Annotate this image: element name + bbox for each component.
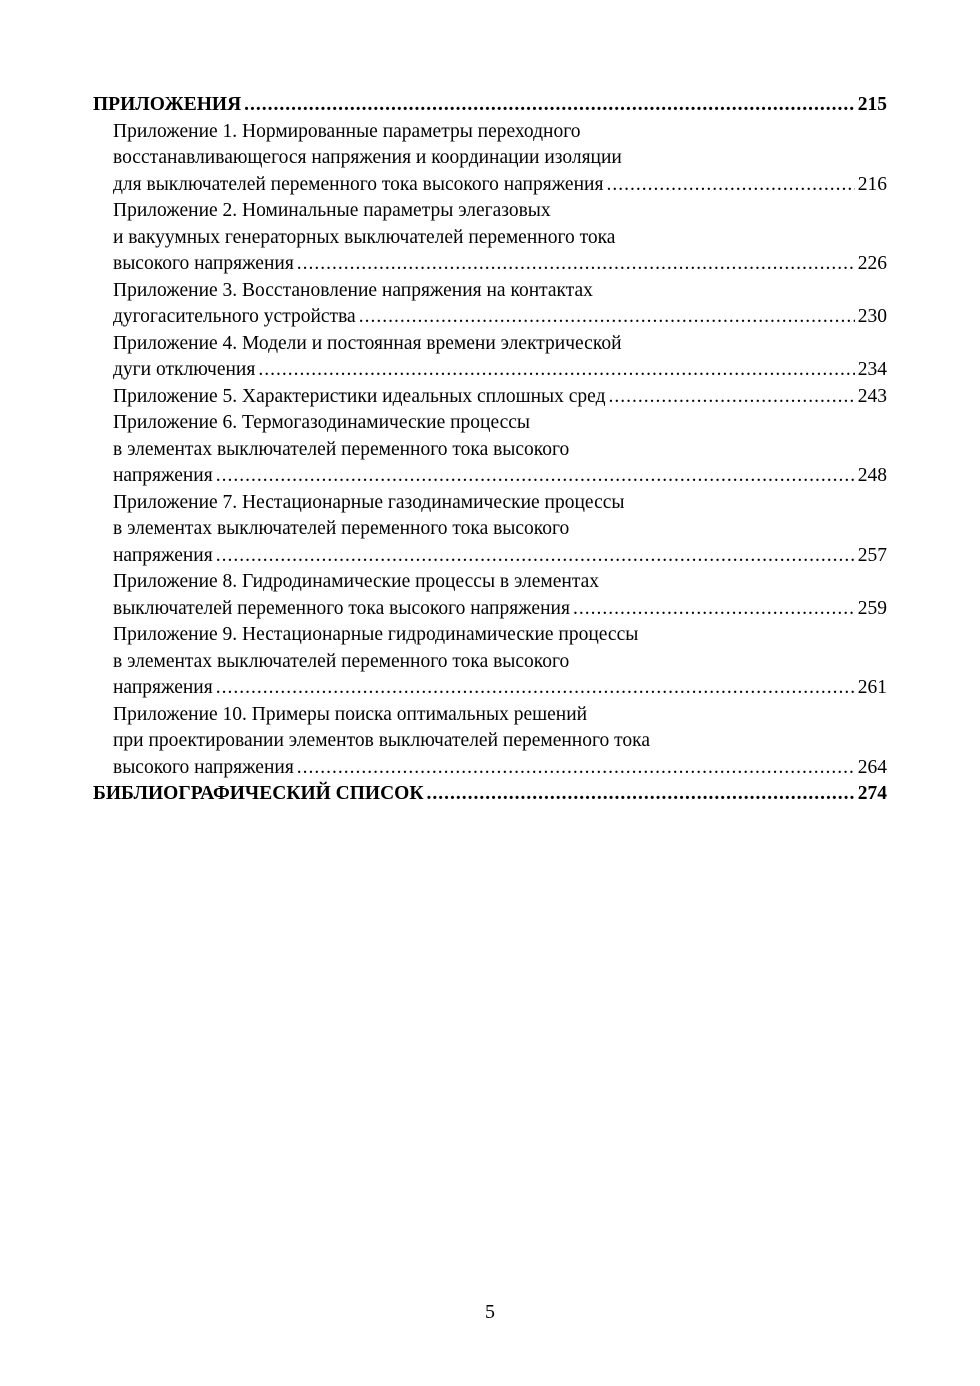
toc-entry-last-line: [113, 251, 887, 278]
toc-entry-line: и вакуумных генераторных выключателей переменного тока: [113, 226, 616, 248]
section-title: БИБЛИОГРАФИЧЕСКИЙ СПИСОК: [93, 783, 424, 804]
page-number: 5: [485, 1301, 495, 1323]
toc-entry-text: высокого напряжения: [113, 756, 294, 778]
dot-leader: [606, 172, 854, 199]
toc-entry-last-line: [113, 172, 887, 199]
dot-leader: [297, 251, 855, 278]
toc-entry-line: Приложение 2. Номинальные параметры элегазовых: [113, 200, 551, 221]
toc-entries: [93, 119, 887, 782]
toc-entry-line: в элементах выключателей переменного тока высокого: [113, 438, 570, 460]
toc-entry-text: дугогасительного устройства: [113, 306, 356, 327]
toc-entry-text: для выключателей переменного тока высокого напряжения: [113, 173, 604, 195]
toc-entry: [93, 410, 887, 490]
toc-entry-line: Приложение 10. Примеры поиска оптимальных решений: [113, 703, 588, 725]
toc-entry-page-number: 264: [857, 756, 887, 778]
toc-entry-last-line: [113, 543, 887, 570]
dot-leader: [258, 357, 854, 384]
toc-entry-last-line: [113, 463, 887, 490]
section-page-number: 274: [857, 783, 887, 804]
toc-entry-text: напряжения: [113, 465, 213, 486]
toc-entry-line: в элементах выключателей переменного тока высокого: [113, 650, 570, 672]
toc-entry-last-line: [113, 596, 887, 623]
toc-entry: [93, 384, 887, 411]
toc-entry-last-line: [113, 384, 887, 411]
dot-leader: [216, 463, 855, 490]
toc-entry: [93, 569, 887, 622]
toc-entry: [93, 119, 887, 199]
toc-entry-line: Приложение 1. Нормированные параметры переходного: [113, 120, 581, 142]
toc-entry: [93, 198, 887, 278]
toc-entry-line: Приложение 9. Нестационарные гидродинамические процессы: [113, 624, 639, 645]
dot-leader: [244, 92, 855, 119]
toc-entry-text: выключателей переменного тока высокого напряжения: [113, 597, 570, 619]
toc-entry-line: в элементах выключателей переменного тока высокого: [113, 518, 570, 539]
dot-leader: [609, 384, 855, 411]
toc-section-appendices: [93, 92, 887, 119]
toc-entry: [93, 702, 887, 782]
toc-entry: [93, 490, 887, 570]
toc-entry-last-line: [113, 675, 887, 702]
toc-entry-page-number: 230: [857, 306, 887, 327]
section-page-number: 215: [857, 94, 887, 115]
dot-leader: [216, 543, 855, 570]
toc-entry-line: Приложение 7. Нестационарные газодинамические процессы: [113, 491, 625, 513]
toc-entry-page-number: 243: [857, 385, 887, 407]
toc-entry: [93, 331, 887, 384]
toc-entry-text: Приложение 5. Характеристики идеальных сплошных сред: [113, 385, 606, 407]
toc-entry-text: напряжения: [113, 544, 213, 566]
toc-entry-page-number: 257: [857, 544, 887, 566]
toc-entry: [93, 278, 887, 331]
toc-entry-page-number: 216: [857, 173, 887, 195]
toc-entry-text: напряжения: [113, 677, 213, 698]
toc-entry-page-number: 234: [857, 359, 887, 380]
toc-entry-page-number: 248: [857, 465, 887, 486]
toc-entry-line: Приложение 6. Термогазодинамические процессы: [113, 412, 531, 433]
toc-entry-page-number: 259: [857, 597, 887, 619]
dot-leader: [359, 304, 855, 331]
dot-leader: [297, 755, 855, 782]
section-title: ПРИЛОЖЕНИЯ: [93, 94, 242, 115]
toc-entry-line: Приложение 3. Восстановление напряжения на контактах: [113, 279, 593, 301]
table-of-contents: [93, 92, 887, 808]
toc-entry-page-number: 226: [857, 253, 887, 274]
toc-entry-line: Приложение 8. Гидродинамические процессы в элементах: [113, 571, 600, 592]
toc-entry-last-line: [113, 755, 887, 782]
toc-entry-text: высокого напряжения: [113, 253, 294, 274]
toc-entry-line: восстанавливающегося напряжения и координации изоляции: [113, 147, 622, 168]
dot-leader: [426, 781, 854, 808]
toc-entry-line: при проектировании элементов выключателей переменного тока: [113, 730, 650, 751]
toc-entry: [93, 622, 887, 702]
toc-entry-text: дуги отключения: [113, 359, 256, 380]
toc-entry-line: Приложение 4. Модели и постоянная времени электрической: [113, 332, 622, 354]
toc-entry-last-line: [113, 304, 887, 331]
dot-leader: [216, 675, 855, 702]
toc-entry-page-number: 261: [857, 677, 887, 698]
dot-leader: [573, 596, 855, 623]
toc-section-bibliography: [93, 781, 887, 808]
toc-entry-last-line: [113, 357, 887, 384]
